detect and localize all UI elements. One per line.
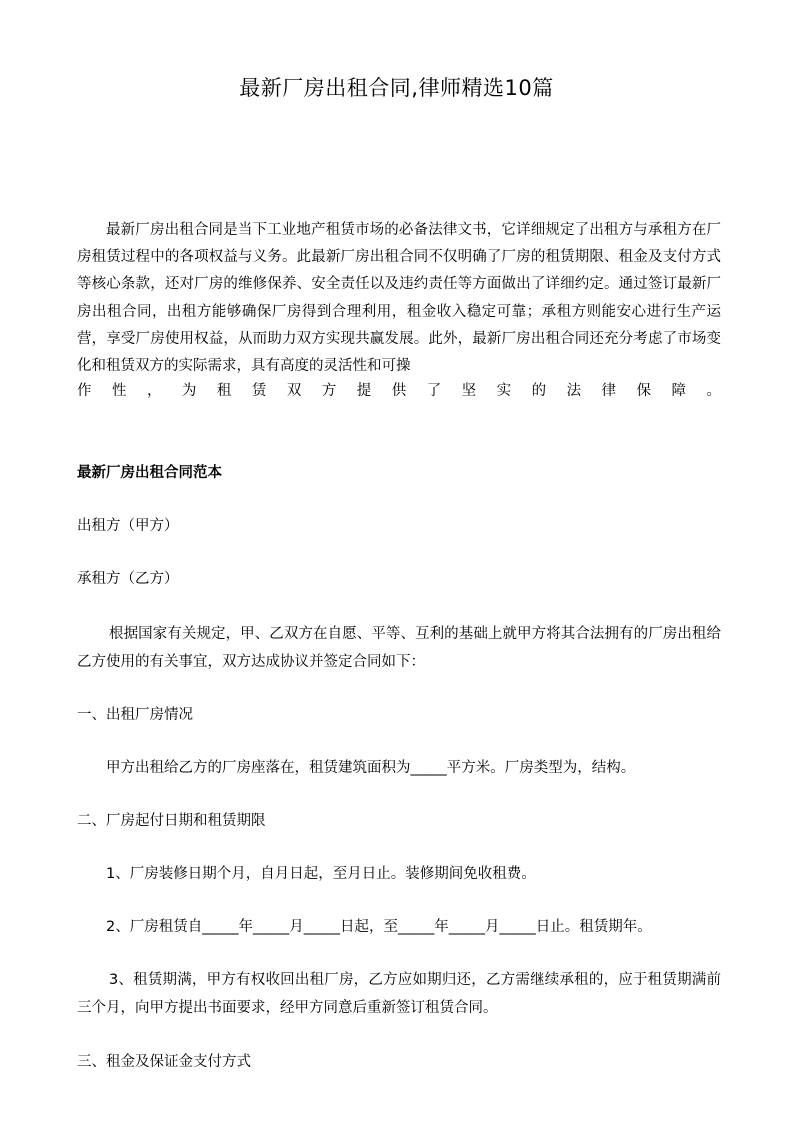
lessee-line: 承租方（乙方） (77, 571, 179, 587)
intro-last-line-char: 方 (321, 383, 337, 399)
clause2-item1: 1、厂房装修日期个月，自月日起，至月日止。装修期间免收租费。 (106, 866, 536, 882)
preamble-paragraph: 根据国家有关规定，甲、乙双方在自愿、平等、互利的基础上就甲方将其合法拥有的厂房出租给乙方使用的有关事宜，双方达成协议并签定合同如下： (77, 626, 721, 670)
clause1-body-a: 甲方出租给乙方的厂房座落在，租赁建筑面积为 (106, 760, 411, 776)
clause2-item3: 3、租赁期满，甲方有权收回出租厂房，乙方应如期归还，乙方需继续承租的，应于租赁期满前三个月，向甲方提出书面要求，经甲方同意后重新签订租赁合同。 (77, 972, 721, 1016)
intro-last-line (77, 381, 721, 401)
intro-last-line-char: 租 (216, 383, 232, 399)
intro-last-line-char: 障 (671, 383, 686, 399)
intro-last-line-char: 的 (531, 383, 547, 399)
intro-last-line-char: 性 (111, 383, 127, 399)
intro-last-line-char: 坚 (461, 383, 477, 399)
clause1-heading: 一、出租厂房情况 (77, 707, 193, 723)
clause1-body (77, 754, 721, 782)
intro-last-line-char: 提 (356, 383, 372, 399)
intro-last-line-char: 。 (706, 383, 721, 399)
intro-last-line-char: 作 (77, 383, 92, 399)
clause2-item2: 2、厂房租赁自_____年_____月_____日起，至_____年_____月_____日止。租赁期年。 (106, 919, 652, 935)
clause1-body-b: 平方米。厂房类型为，结构。 (446, 760, 636, 776)
document-title: 最新厂房出租合同,律师精选10篇 (239, 76, 554, 100)
intro-last-line-char: 供 (391, 383, 407, 399)
section-heading: 最新厂房出租合同范本 (77, 465, 222, 481)
intro-paragraph: 最新厂房出租合同是当下工业地产租赁市场的必备法律文书，它详细规定了出租方与承租方在厂房租赁过程中的各项权益与义务。此最新厂房出租合同不仅明确了厂房的租赁期限、租金及支付方式等核心条款，还对厂房的维修保养、安全责任以及违约责任等方面做出了详细约定。通过签订最新厂房出租合同，出租方能够确保厂房得到合理利用，租金收入稳定可靠；承租方则能安心进行生产运营，享受厂房使用权益，从而助力双方实现共赢发展。此外，最新厂房出租合同还充分考虑了市场变化和租赁双方的实际需求，具有高度的灵活性和可操 (77, 222, 721, 375)
intro-last-line-char: 了 (426, 383, 442, 399)
intro-last-line-char: 律 (601, 383, 617, 399)
intro-last-line-char: 法 (566, 383, 582, 399)
intro-last-line-char: ， (146, 383, 162, 399)
lessor-line: 出租方（甲方） (77, 518, 179, 534)
clause3-heading: 三、租金及保证金支付方式 (77, 1054, 251, 1070)
intro-last-line-char: 实 (496, 383, 512, 399)
clause2-heading: 二、厂房起付日期和租赁期限 (77, 813, 266, 829)
intro-last-line-char: 为 (181, 383, 197, 399)
intro-last-line-char: 赁 (251, 383, 267, 399)
intro-last-line-char: 双 (286, 383, 302, 399)
area-blank: _____ (410, 760, 447, 776)
intro-last-line-char: 保 (636, 383, 651, 399)
